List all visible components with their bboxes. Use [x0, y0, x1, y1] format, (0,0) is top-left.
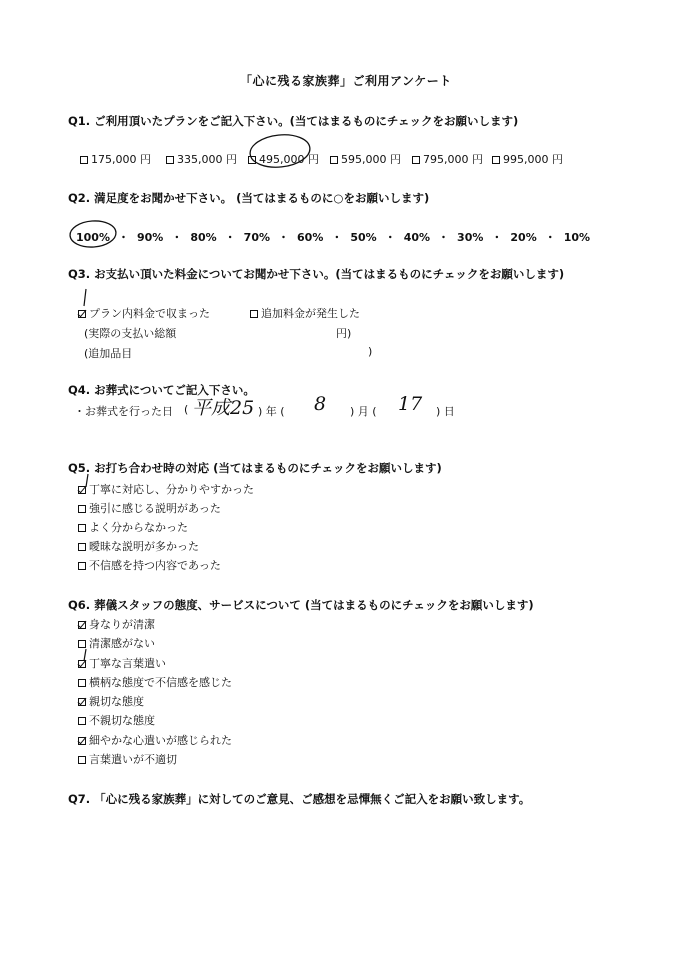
- checkbox-icon: [78, 562, 86, 570]
- checkbox-icon: [78, 543, 86, 551]
- q2-heading: Q2. 満足度をお聞かせ下さい。 (当てはまるものに○をお願いします): [68, 191, 430, 205]
- q2-option-90[interactable]: 90%: [136, 230, 164, 244]
- q2-option-10[interactable]: 10%: [563, 230, 591, 244]
- q6-option-3[interactable]: 丁寧な言葉遣い: [78, 655, 166, 671]
- q4-month-unit: ) 月 (: [350, 405, 377, 418]
- q2-option-80[interactable]: 80%: [190, 230, 217, 244]
- q6-option-1[interactable]: 身なりが清潔: [78, 616, 155, 632]
- q6-option-5[interactable]: 親切な態度: [78, 693, 144, 709]
- checkbox-icon: [78, 640, 86, 648]
- checkbox-icon: [78, 679, 86, 687]
- q2-option-40[interactable]: 40%: [403, 230, 431, 244]
- checkbox-icon: [330, 156, 338, 164]
- checkbox-icon: [80, 156, 88, 164]
- q1-option-495000[interactable]: 495,000 円: [248, 151, 319, 167]
- checkbox-icon: [248, 156, 256, 164]
- checkbox-icon: [78, 717, 86, 725]
- q6-heading: Q6. 葬儀スタッフの態度、サービスについて (当てはまるものにチェックをお願いします): [68, 598, 534, 612]
- separator: ・: [117, 231, 129, 244]
- q5-option-2[interactable]: 強引に感じる説明があった: [78, 500, 221, 516]
- checkbox-checked-icon: [78, 486, 86, 494]
- q1-option-595000[interactable]: 595,000 円: [330, 151, 401, 167]
- q2-option-60[interactable]: 60%: [297, 230, 324, 244]
- checkbox-icon: [78, 756, 86, 764]
- q1-heading: Q1. ご利用頂いたプランをご記入下さい。(当てはまるものにチェックをお願いします): [68, 114, 519, 128]
- survey-title: 「心に残る家族葬」ご利用アンケート: [240, 74, 452, 88]
- checkbox-icon: [78, 524, 86, 532]
- checkbox-icon: [78, 505, 86, 513]
- q6-option-6[interactable]: 不親切な態度: [78, 712, 155, 728]
- q1-option-335000[interactable]: 335,000 円: [166, 151, 237, 167]
- checkbox-icon: [412, 156, 420, 164]
- q3-extra-items-label: (追加品目: [84, 347, 133, 360]
- q2-option-100[interactable]: 100%: [76, 230, 110, 244]
- q4-open-paren: (: [184, 403, 189, 416]
- q6-option-7[interactable]: 細やかな心遣いが感じられた: [78, 732, 232, 748]
- q3-total-unit: 円): [336, 327, 352, 340]
- q4-month-value[interactable]: 8: [314, 393, 327, 415]
- q1-option-995000[interactable]: 995,000 円: [492, 151, 563, 167]
- q1-option-175000[interactable]: 175,000 円: [80, 151, 151, 167]
- q7-heading: Q7. 「心に残る家族葬」に対してのご意見、ご感想を忌憚無くご記入をお願い致します。: [68, 792, 531, 806]
- q5-option-1[interactable]: 丁寧に対応し、分かりやすかった: [78, 481, 254, 497]
- q4-heading: Q4. お葬式についてご記入下さい。: [68, 383, 255, 397]
- q5-option-3[interactable]: よく分からなかった: [78, 519, 188, 535]
- q3-heading: Q3. お支払い頂いた料金についてお聞かせ下さい。(当てはまるものにチェックをお願いします): [68, 267, 565, 281]
- q3-pen-stroke: [84, 289, 86, 306]
- q4-year-unit: ) 年 (: [258, 405, 285, 418]
- checkbox-checked-icon: [78, 310, 86, 318]
- q6-option-2[interactable]: 清潔感がない: [78, 635, 155, 651]
- checkbox-icon: [250, 310, 258, 318]
- q4-day-unit: ) 日: [436, 405, 455, 418]
- checkbox-checked-icon: [78, 660, 86, 668]
- q6-option-4[interactable]: 横柄な態度で不信感を感じた: [78, 674, 232, 690]
- q4-era-year-value[interactable]: 平成25: [192, 397, 255, 419]
- q2-satisfaction-scale: 100% ・ 90% ・ 80% ・ 70% ・ 60% ・ 50% ・ 40% ・ 30% ・ 20% ・ 10%: [76, 230, 591, 244]
- checkbox-checked-icon: [78, 698, 86, 706]
- checkbox-checked-icon: [78, 621, 86, 629]
- q5-heading: Q5. お打ち合わせ時の対応 (当てはまるものにチェックをお願いします): [68, 461, 442, 475]
- q3-option-in-plan[interactable]: プラン内料金で収まった: [78, 305, 210, 321]
- q3-total-label: (実際の支払い総額: [84, 327, 177, 340]
- q2-option-20[interactable]: 20%: [510, 230, 537, 244]
- checkbox-icon: [492, 156, 500, 164]
- q5-option-5[interactable]: 不信感を持つ内容であった: [78, 557, 221, 573]
- q5-option-4[interactable]: 曖昧な説明が多かった: [78, 538, 199, 554]
- q1-option-795000[interactable]: 795,000 円: [412, 151, 483, 167]
- checkbox-icon: [166, 156, 174, 164]
- checkbox-checked-icon: [78, 737, 86, 745]
- q6-option-8[interactable]: 言葉遣いが不適切: [78, 751, 177, 767]
- q4-day-value[interactable]: 17: [398, 393, 423, 415]
- q4-date-label: ・お葬式を行った日: [74, 405, 173, 418]
- q2-option-70[interactable]: 70%: [243, 230, 271, 244]
- q3-extra-items-close: ): [368, 345, 373, 358]
- q2-option-50[interactable]: 50%: [350, 230, 377, 244]
- q3-option-extra-fee[interactable]: 追加料金が発生した: [250, 305, 360, 321]
- q2-option-30[interactable]: 30%: [457, 230, 484, 244]
